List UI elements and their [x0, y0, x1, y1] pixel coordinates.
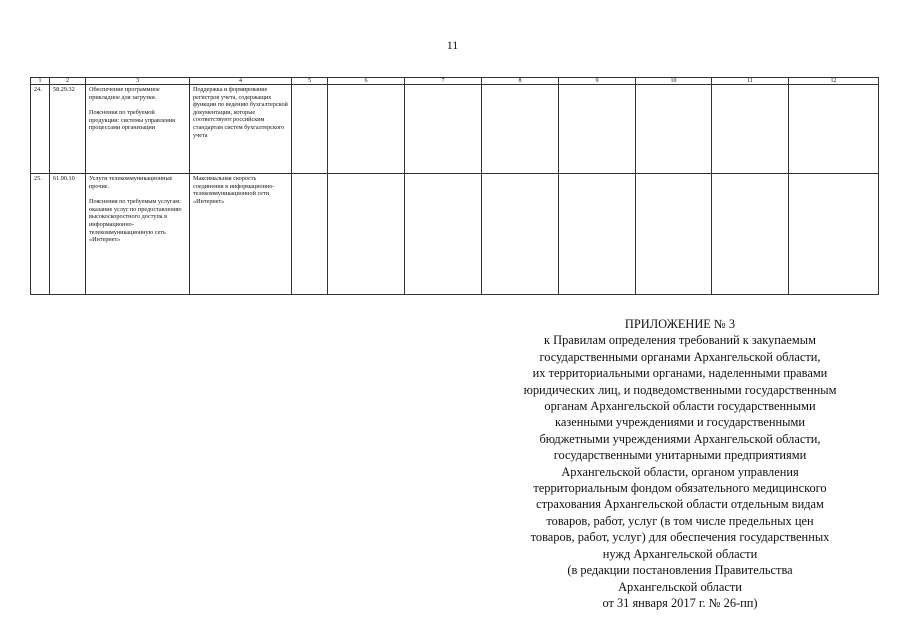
appendix-line: государственными органами Архангельской области, [539, 349, 821, 364]
appendix-line: к Правилам определения требований к закупаемым [544, 333, 816, 348]
empty-cell [292, 174, 328, 295]
empty-cell [405, 85, 482, 174]
characteristic-cell: Поддержка и формирование регистров учета, содержащих функции по ведению бухгалтерской документации, которые соответствуют российским стандартам систем бухгалтерского учета [190, 85, 292, 174]
appendix-line: товаров, работ, услуг) для обеспечения государственных [530, 530, 830, 545]
column-header-11: 11 [712, 78, 789, 85]
appendix-line: органам Архангельской области государственными [544, 399, 816, 414]
column-header-7: 7 [405, 78, 482, 85]
appendix-line: (в редакции постановления Правительства [567, 563, 793, 578]
empty-cell [405, 174, 482, 295]
appendix-heading-block [490, 316, 870, 611]
empty-cell [328, 174, 405, 295]
product-note: Пояснения по требуемой продукции: системы управления процессами организации [89, 109, 176, 132]
appendix-line: юридических лиц, и подведомственными государственным [523, 382, 837, 397]
empty-cell [789, 174, 879, 295]
appendix-line: Архангельской области [618, 579, 742, 594]
appendix-line: их территориальными органами, наделенными правами [532, 366, 828, 381]
appendix-line: территориальным фондом обязательного медицинского [533, 481, 827, 496]
product-name-cell [86, 174, 190, 295]
column-header-10: 10 [636, 78, 712, 85]
empty-cell [482, 85, 559, 174]
empty-cell [328, 85, 405, 174]
appendix-line: товаров, работ, услуг (в том числе предельных цен [546, 513, 814, 528]
empty-cell [482, 174, 559, 295]
appendix-line: государственными унитарными предприятиями [553, 448, 807, 463]
appendix-line: казенными учреждениями и государственными [555, 415, 805, 430]
empty-cell [292, 85, 328, 174]
empty-cell [559, 85, 636, 174]
column-header-6: 6 [328, 78, 405, 85]
requirements-table [30, 77, 879, 295]
column-header-12: 12 [789, 78, 879, 85]
row-number-cell: 24. [31, 85, 50, 174]
table-row [31, 174, 879, 295]
empty-cell [636, 174, 712, 295]
column-header-1: 1 [31, 78, 50, 85]
empty-cell [712, 174, 789, 295]
appendix-line: Архангельской области, органом управления [561, 464, 799, 479]
column-header-3: 3 [86, 78, 190, 85]
column-header-8: 8 [482, 78, 559, 85]
table-row [31, 85, 879, 174]
row-number-cell: 25. [31, 174, 50, 295]
characteristic-cell: Максимальная скорость соединения в информационно-телекоммуникационной сети «Интернет» [190, 174, 292, 295]
appendix-title: ПРИЛОЖЕНИЕ № 3 [624, 317, 736, 331]
okpd-code-cell: 61.90.10 [50, 174, 86, 295]
appendix-line: бюджетными учреждениями Архангельской области, [539, 431, 821, 446]
empty-cell [636, 85, 712, 174]
column-header-4: 4 [190, 78, 292, 85]
product-name: Услуги телекоммуникационные прочие. [89, 175, 173, 190]
column-header-9: 9 [559, 78, 636, 85]
empty-cell [712, 85, 789, 174]
product-name: Обеспечение программное прикладное для загрузки. [89, 86, 160, 101]
column-header-5: 5 [292, 78, 328, 85]
okpd-code-cell: 58.29.32 [50, 85, 86, 174]
empty-cell [559, 174, 636, 295]
appendix-line: нужд Архангельской области [602, 546, 758, 561]
empty-cell [789, 85, 879, 174]
product-note: Пояснения по требуемым услугам: оказание услуг по предоставлению высокоскоростного доступа в информационно-телекоммуникационную сеть «Интернет» [89, 198, 182, 244]
column-header-2: 2 [50, 78, 86, 85]
appendix-line: страхования Архангельской области отдельным видам [536, 497, 824, 512]
page-number: 11 [446, 38, 459, 52]
appendix-line: от 31 января 2017 г. № 26-пп) [602, 595, 758, 610]
table-header-row [31, 78, 879, 85]
product-name-cell [86, 85, 190, 174]
